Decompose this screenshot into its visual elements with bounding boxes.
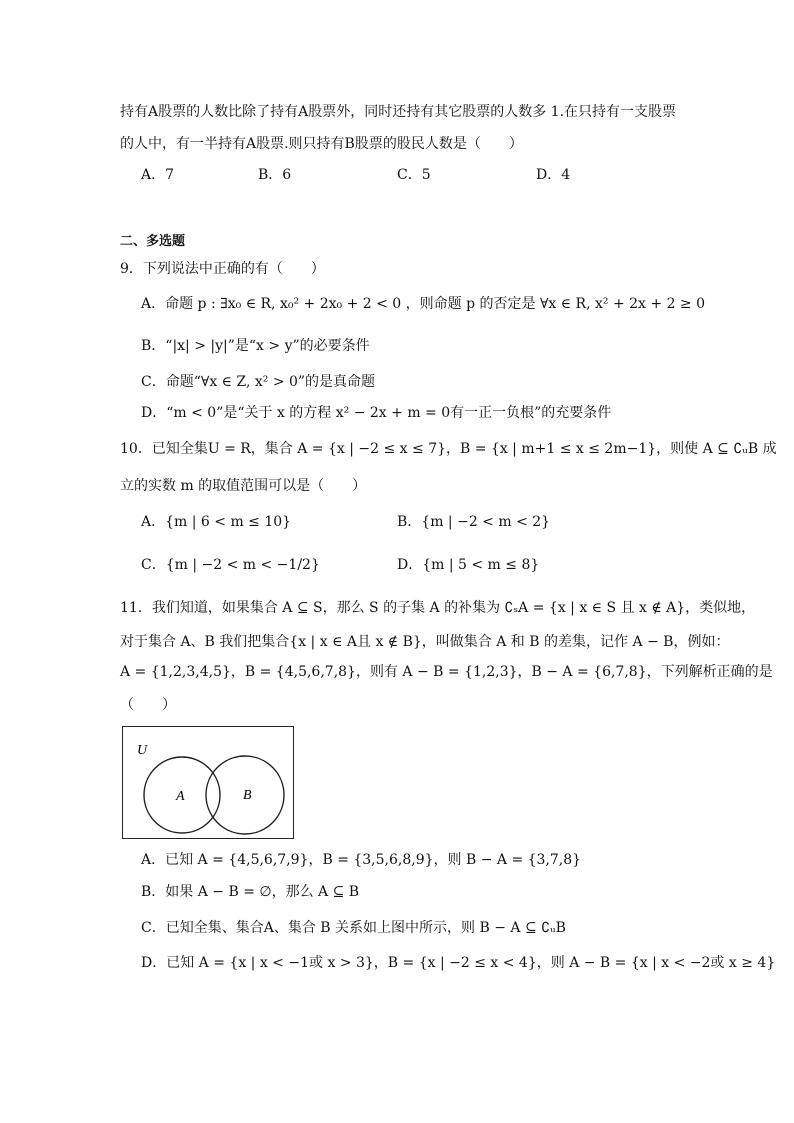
venn-label-b: B bbox=[243, 788, 252, 803]
q11-line1: 11．我们知道，如果集合 A ⊆ S，那么 S 的子集 A 的补集为 ∁ₛA = {x | x ∈ S 且 x ∉ A}，类似地， bbox=[120, 600, 756, 616]
q10-option-b: B．{m | −2 < m < 2} bbox=[397, 514, 551, 530]
q9-option-c: C．命题“∀x ∈ Z, x² > 0”的是真命题 bbox=[141, 374, 376, 390]
q11-line2: 对于集合 A、B 我们把集合{x | x ∈ A且 x ∉ B}，叫做集合 A 和 B 的差集，记作 A − B，例如： bbox=[120, 634, 730, 650]
q11-line3: A = {1,2,3,4,5}，B = {4,5,6,7,8}，则有 A − B = {1,2,3}，B − A = {6,7,8}，下列解析正确的是 bbox=[120, 664, 773, 680]
q11-option-a: A．已知 A = {4,5,6,7,9}，B = {3,5,6,8,9}，则 B − A = {3,7,8} bbox=[141, 852, 582, 868]
q9-stem: 9．下列说法中正确的有（ ） bbox=[120, 261, 325, 277]
q9-option-a: A．命题 p : ∃x₀ ∈ R, x₀² + 2x₀ + 2 < 0 ，则命题 p 的否定是 ∀x ∈ R, x² + 2x + 2 ≥ 0 bbox=[141, 296, 706, 312]
q8-option-b: B．6 bbox=[258, 167, 292, 183]
q11-option-b: B．如果 A − B = ∅，那么 A ⊆ B bbox=[141, 884, 360, 900]
q10-line2: 立的实数 m 的取值范围可以是（ ） bbox=[120, 478, 367, 494]
q9-option-b: B．“|x| > |y|”是“x > y”的必要条件 bbox=[141, 338, 370, 354]
q11-line4: （ ） bbox=[120, 697, 176, 713]
q10-option-a: A．{m | 6 < m ≤ 10} bbox=[141, 514, 292, 530]
q10-option-d: D．{m | 5 < m ≤ 8} bbox=[397, 557, 540, 573]
q8-line1: 持有A股票的人数比除了持有A股票外，同时还持有其它股票的人数多 1.在只持有一支股票 bbox=[120, 104, 677, 120]
venn-label-u: U bbox=[137, 743, 148, 758]
venn-diagram bbox=[122, 726, 294, 839]
section-title: 二、多选题 bbox=[120, 234, 186, 249]
q10-line1: 10．已知全集U = R，集合 A = {x | −2 ≤ x ≤ 7}，B = {x | m+1 ≤ x ≤ 2m−1}，则使 A ⊆ ∁ᵤB 成 bbox=[120, 441, 777, 457]
q8-option-a: A．7 bbox=[141, 167, 175, 183]
q8-option-c: C．5 bbox=[397, 167, 431, 183]
venn-label-a: A bbox=[176, 789, 185, 804]
q9-option-d: D．“m < 0”是“关于 x 的方程 x² − 2x + m = 0有一正一负根”的充要条件 bbox=[141, 405, 612, 421]
q8-line2: 的人中，有一半持有A股票.则只持有B股票的股民人数是（ ） bbox=[120, 136, 523, 152]
q11-option-c: C．已知全集、集合A、集合 B 关系如上图中所示，则 B − A ⊆ ∁ᵤB bbox=[141, 920, 566, 936]
q8-option-d: D．4 bbox=[536, 167, 571, 183]
q10-option-c: C．{m | −2 < m < −1/2} bbox=[141, 557, 320, 573]
q11-option-d: D．已知 A = {x | x < −1或 x > 3}，B = {x | −2 ≤ x < 4}，则 A − B = {x | x < −2或 x ≥ 4} bbox=[141, 955, 776, 971]
